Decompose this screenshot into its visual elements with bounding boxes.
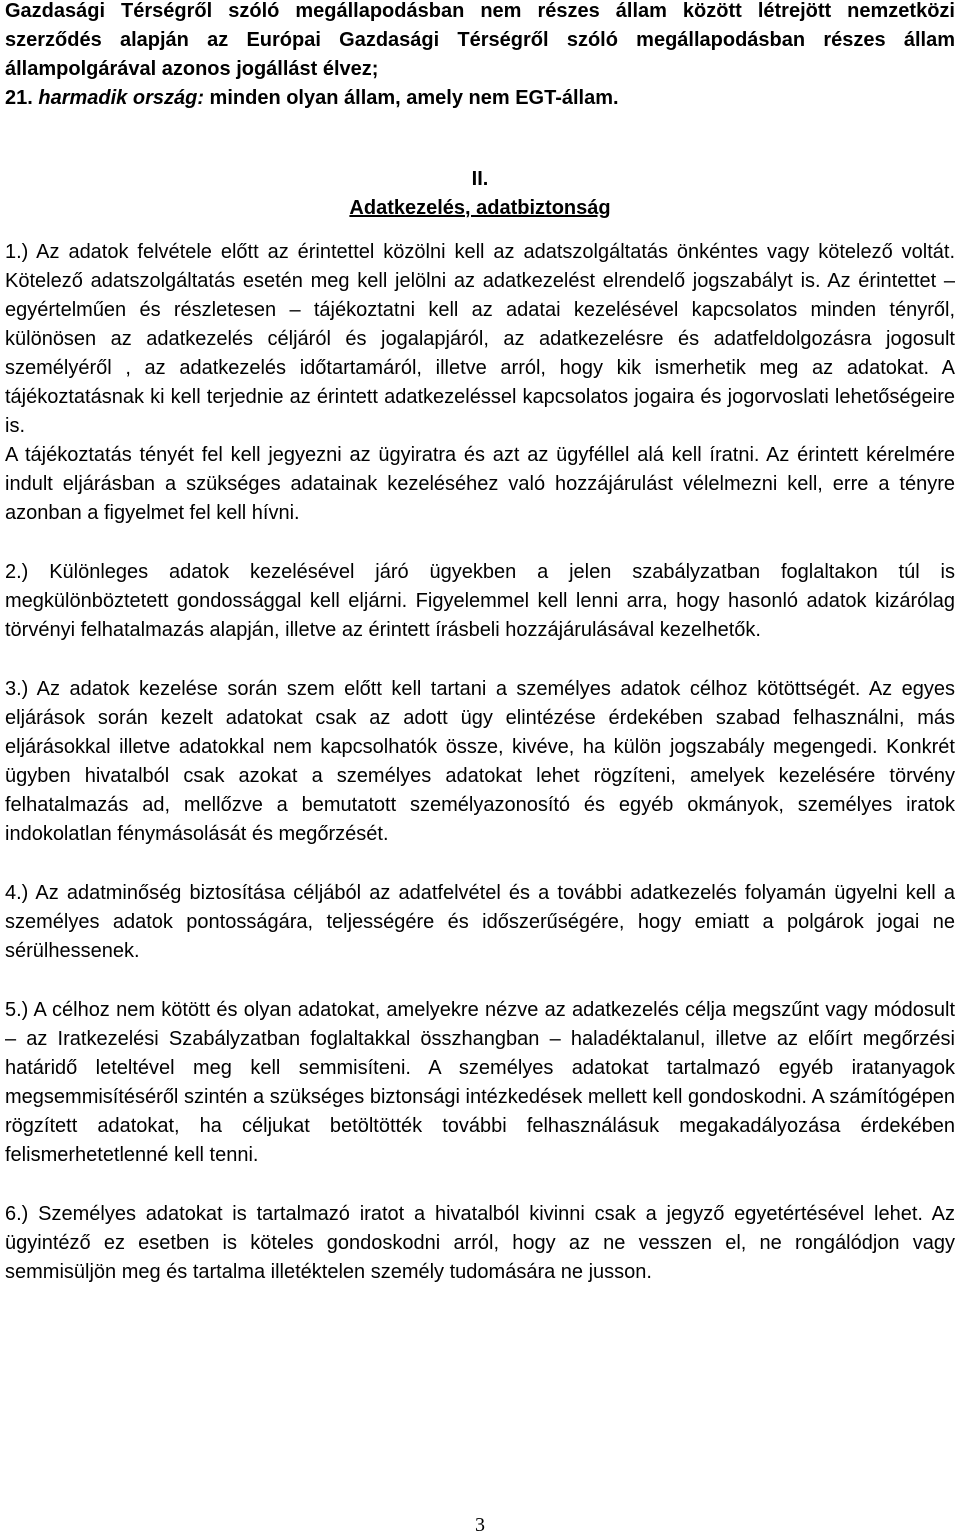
paragraph-4: 4.) Az adatminőség biztosítása céljából az adatfelvétel és a további adatkezelés folyamán ügyelni kell a személyes adatok pontosságára, teljességére és időszerűségére, hogy emiatt a polgárok jogai ne sérülhessenek.	[5, 882, 955, 962]
spacer	[5, 966, 955, 996]
spacer	[5, 113, 955, 165]
spacer	[5, 528, 955, 558]
paragraph-6: 6.) Személyes adatokat is tartalmazó iratot a hivatalból kivinni csak a jegyző egyetértésével lehet. Az ügyintéző ez esetben is köteles gondoskodni arról, hogy az ne vesszen el, ne rongálódjon vagy semmisüljön meg és tartalma illetéktelen személy tudomására ne jusson.	[5, 1203, 955, 1283]
intro-text: Gazdasági Térségről szóló megállapodásban nem részes állam között létrejött nemzetközi szerződés alapján az Európai Gazdasági Térségről szóló megállapodásban részes állam állampolgárával azonos jogállást élvez;	[5, 0, 955, 80]
spacer	[5, 849, 955, 879]
document-page	[5, 0, 955, 1287]
intro-paragraph	[5, 0, 955, 113]
section-title: Adatkezelés, adatbiztonság	[349, 197, 611, 219]
section-number: II.	[471, 168, 489, 190]
spacer	[5, 1170, 955, 1200]
paragraph-2: 2.) Különleges adatok kezelésével járó ügyekben a jelen szabályzatban foglaltakon túl is megkülönböztetett gondossággal kell eljárni. Figyelemmel kell lenni arra, hogy hasonló adatok kizárólag törvényi felhatalmazás alapján, illetve az érintett írásbeli hozzájárulásával kezelhetők.	[5, 561, 955, 641]
spacer	[5, 223, 955, 238]
paragraph-1b: A tájékoztatás tényét fel kell jegyezni az ügyiratra és azt az ügyféllel alá kell íratni. Az érintett kérelmére indult eljárásban a szükséges adatainak kezeléséhez való hozzájárulást vélelmezni kell, erre a tényre azonban a figyelmet fel kell hívni.	[5, 444, 955, 524]
definition-text: minden olyan állam, amely nem EGT-állam.	[209, 87, 619, 109]
paragraph-1: 1.) Az adatok felvétele előtt az érintettel közölni kell az adatszolgáltatás önkéntes vagy kötelező voltát. Kötelező adatszolgáltatás esetén meg kell jelölni az adatkezelést elrendelő jogszabályt is. Az érintettet – egyértelműen és részletesen – tájékoztatni kell az adatai kezelésével kapcsolatos minden tényről, különösen az adatkezelés céljáról és jogalapjáról, az adatkezelésre és adatfeldolgozásra jogosult személyéről , az adatkezelés időtartamáról, illetve arról, hogy kik ismerhetik meg az adatokat. A tájékoztatásnak ki kell terjednie az érintett adatkezeléssel kapcsolatos jogaira és jogorvoslati lehetőségeire is.	[5, 241, 955, 437]
definition-term: harmadik ország:	[38, 87, 204, 109]
definition-number: 21.	[5, 87, 33, 109]
spacer	[5, 645, 955, 675]
paragraph-5: 5.) A célhoz nem kötött és olyan adatokat, amelyekre nézve az adatkezelés célja megszűnt vagy módosult – az Iratkezelési Szabályzatban foglaltakkal összhangban – haladéktalanul, illetve az előírt megőrzési határidő leteltével meg kell semmisíteni. A személyes adatokat tartalmazó egyéb iratanyagok megsemmisítéséről szintén a szükséges biztonsági intézkedések mellett kell gondoskodni. A számítógépen rögzített adatokat, ha céljukat betöltötték további felhasználásuk megakadályozása érdekében felismerhetetlenné kell tenni.	[5, 999, 955, 1166]
paragraph-3: 3.) Az adatok kezelése során szem előtt kell tartani a személyes adatok célhoz kötöttségét. Az egyes eljárások során kezelt adatokat csak az adott ügy elintézése érdekében szabad felhasználni, más eljárásokkal illetve adatokkal nem kapcsolhatók össze, kivéve, ha külön jogszabály megengedi. Konkrét ügyben hivatalból csak azokat a személyes adatokat lehet rögzíteni, amelyek kezelésére törvény felhatalmazás ad, mellőzve a bemutatott személyazonosító és egyéb okmányok, személyes iratok indokolatlan fénymásolását és megőrzését.	[5, 678, 955, 845]
page-number: 3	[475, 1514, 485, 1536]
